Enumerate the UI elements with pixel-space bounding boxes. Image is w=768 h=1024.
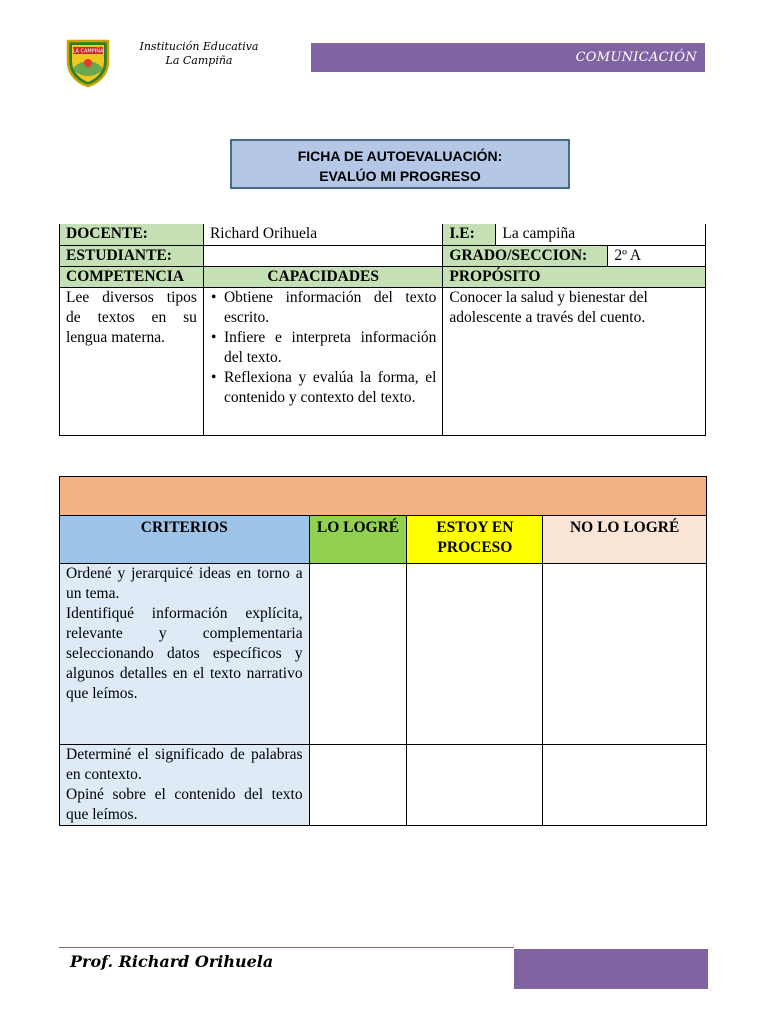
criterion-row-1 <box>60 564 310 745</box>
document-title <box>230 139 570 189</box>
ie-value: La campiña <box>496 224 706 245</box>
institution-name <box>120 40 278 68</box>
docente-value: Richard Orihuela <box>203 224 442 245</box>
institution-line1: Institución Educativa <box>139 40 259 53</box>
institution-line2: La Campiña <box>165 54 233 67</box>
capacidades-header: CAPACIDADES <box>203 266 442 287</box>
title-line1: FICHA DE AUTOEVALUACIÓN: <box>297 148 503 164</box>
footer-banner <box>514 949 708 989</box>
competencia-text: Lee diversos tipos de textos en su lengua materna. <box>60 287 204 435</box>
docente-label: DOCENTE: <box>60 224 204 245</box>
estudiante-value[interactable] <box>203 245 442 266</box>
footer-divider <box>59 947 514 948</box>
estoy-en-proceso-header: ESTOY EN PROCESO <box>407 516 543 564</box>
competencia-header: COMPETENCIA <box>60 266 204 287</box>
estudiante-label: ESTUDIANTE: <box>60 245 204 266</box>
criterion-row-2 <box>60 745 310 826</box>
proposito-text: Conocer la salud y bienestar del adolescente a través del cuento. <box>443 287 706 435</box>
info-table <box>59 224 706 436</box>
subject-label: COMUNICACIÓN <box>575 50 697 65</box>
svg-text:LA CAMPIÑA: LA CAMPIÑA <box>72 48 104 55</box>
criterion-text: Identifiqué información explícita, relevante y complementaria seleccionando datos específicos y algunos detalles en el texto narrativo que leímos. <box>66 605 303 702</box>
criterion-text: Opiné sobre el contenido del texto que leímos. <box>66 786 303 823</box>
no-lo-logre-cell[interactable] <box>543 745 707 826</box>
lo-logre-cell[interactable] <box>309 745 407 826</box>
grado-label: GRADO/SECCION: <box>443 245 608 266</box>
criterion-text: Ordené y jerarquicé ideas en torno a un tema. <box>66 565 303 602</box>
lo-logre-cell[interactable] <box>309 564 407 745</box>
capacidad-item: • Reflexiona y evalúa la forma, el contenido y contexto del texto. <box>224 368 436 408</box>
capacidad-item: • Obtiene información del texto escrito. <box>224 288 436 328</box>
criterion-text: Determiné el significado de palabras en contexto. <box>66 746 303 783</box>
lo-logre-header: LO LOGRÉ <box>309 516 407 564</box>
estoy-en-proceso-cell[interactable] <box>407 745 543 826</box>
subject-banner <box>311 43 705 72</box>
no-lo-logre-header: NO LO LOGRÉ <box>543 516 707 564</box>
estoy-en-proceso-cell[interactable] <box>407 564 543 745</box>
evaluation-banner <box>60 477 707 516</box>
capacidades-list <box>203 287 442 435</box>
proposito-header: PROPÓSITO <box>443 266 706 287</box>
no-lo-logre-cell[interactable] <box>543 564 707 745</box>
capacidad-item: • Infiere e interpreta información del texto. <box>224 328 436 368</box>
grado-value: 2º A <box>608 245 706 266</box>
criterios-header: CRITERIOS <box>60 516 310 564</box>
evaluation-table <box>59 476 707 826</box>
ie-label: I.E: <box>443 224 496 245</box>
footer-teacher-name: Prof. Richard Orihuela <box>70 952 274 971</box>
title-line2: EVALÚO MI PROGRESO <box>319 168 481 184</box>
school-logo <box>64 37 112 87</box>
